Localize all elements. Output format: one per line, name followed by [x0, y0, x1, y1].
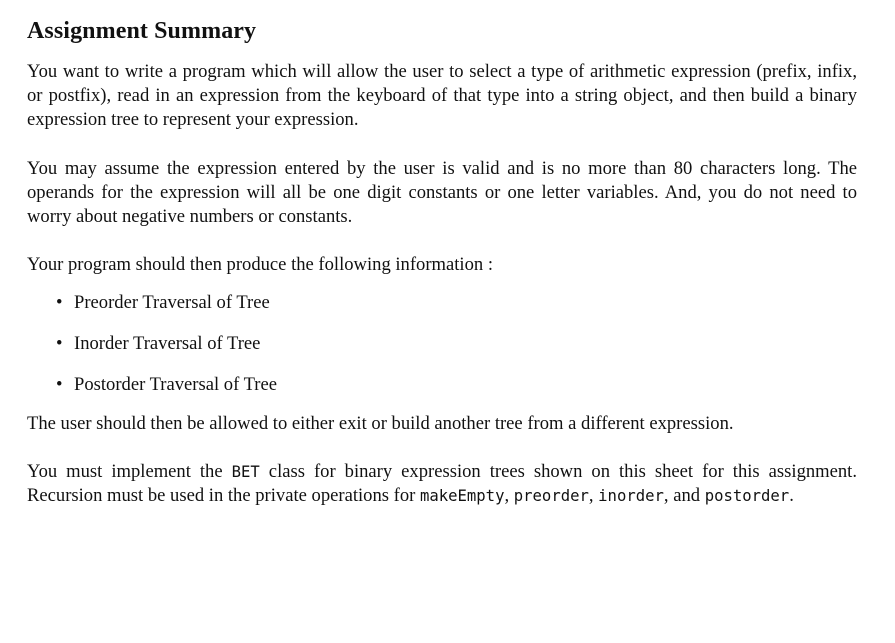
- bullet-icon: •: [56, 374, 63, 396]
- text-segment: ,: [588, 485, 599, 507]
- section-title: Assignment Summary: [27, 18, 257, 44]
- code-inorder: inorder: [598, 487, 664, 506]
- list-item: [54, 373, 857, 397]
- assumptions-paragraph: You may assume the expression entered by the user is valid and is no more than 80 characters long. The operands for the expression will all be one digit constants or one letter variables. And, you do not need to worry about negative numbers or constants.: [27, 157, 857, 228]
- document-page: [27, 14, 857, 508]
- code-preorder: preorder: [513, 487, 589, 506]
- continue-paragraph: The user should then be allowed to either exit or build another tree from a different expression.: [27, 412, 734, 434]
- text-segment: , and: [663, 485, 705, 507]
- code-postorder: postorder: [704, 487, 790, 506]
- implementation-paragraph: [27, 460, 857, 508]
- code-bet: BET: [231, 463, 260, 482]
- list-item: [54, 332, 857, 356]
- code-makeempty: makeEmpty: [419, 487, 505, 506]
- bullet-icon: •: [56, 333, 63, 355]
- text-segment: .: [789, 485, 794, 507]
- text-segment: ,: [504, 485, 514, 507]
- list-item: [54, 291, 857, 315]
- text-segment: class for binary expression trees shown on this sheet for this assignment. Recursion must be used in the private operations for: [27, 461, 857, 507]
- list-item-label: Preorder Traversal of Tree: [74, 292, 270, 314]
- list-item-label: Postorder Traversal of Tree: [74, 374, 277, 396]
- traversal-list: [27, 291, 857, 397]
- list-item-label: Inorder Traversal of Tree: [74, 333, 261, 355]
- output-intro-paragraph: Your program should then produce the following information :: [27, 254, 493, 276]
- text-segment: You must implement the: [27, 461, 232, 483]
- intro-paragraph: You want to write a program which will allow the user to select a type of arithmetic expression (prefix, infix, or postfix), read in an expression from the keyboard of that type into a string object, and then build a binary expression tree to represent your expression.: [27, 61, 857, 131]
- bullet-icon: •: [56, 292, 63, 314]
